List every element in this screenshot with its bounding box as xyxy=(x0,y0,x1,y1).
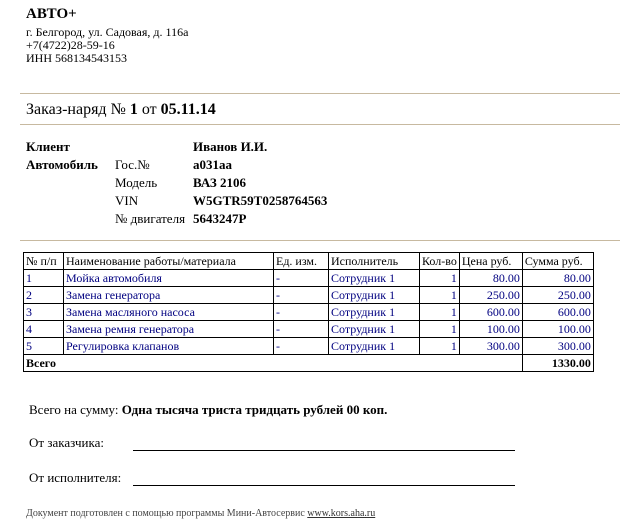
engine-value: 5643247P xyxy=(193,211,247,226)
footer-text: Документ подготовлен с помощью программы Мини-Автосервис xyxy=(26,508,308,519)
col-header-unit: Ед. изм. xyxy=(274,253,329,270)
row-name: Замена генератора xyxy=(64,287,274,304)
col-header-name: Наименование работы/материала xyxy=(64,253,274,270)
row-qty: 1 xyxy=(420,338,460,355)
row-unit: - xyxy=(274,287,329,304)
row-unit: - xyxy=(274,338,329,355)
footer-link[interactable]: www.kors.aha.ru xyxy=(307,508,376,519)
divider xyxy=(20,93,620,94)
table-row xyxy=(24,338,594,355)
col-header-executor: Исполнитель xyxy=(329,253,420,270)
row-number: 4 xyxy=(24,321,64,338)
table-row xyxy=(24,270,594,287)
col-header-sum: Сумма руб. xyxy=(522,253,593,270)
table-row xyxy=(24,304,594,321)
order-title xyxy=(26,101,216,119)
company-name: АВТО+ xyxy=(26,6,77,22)
row-price: 80.00 xyxy=(459,270,522,287)
table-header-row xyxy=(24,253,594,270)
row-executor: Сотрудник 1 xyxy=(329,270,420,287)
row-name: Замена масляного насоса xyxy=(64,304,274,321)
order-number: 1 xyxy=(129,101,138,118)
row-executor: Сотрудник 1 xyxy=(329,287,420,304)
order-title-prefix: Заказ-наряд № xyxy=(26,101,130,118)
sum-prefix: Всего на сумму: xyxy=(29,402,122,417)
model-label: Модель xyxy=(115,175,158,190)
row-number: 5 xyxy=(24,338,64,355)
row-number: 1 xyxy=(24,270,64,287)
row-sum: 80.00 xyxy=(522,270,593,287)
row-price: 250.00 xyxy=(459,287,522,304)
sum-value: Одна тысяча триста тридцать рублей 00 коп. xyxy=(121,402,388,417)
row-executor: Сотрудник 1 xyxy=(329,338,420,355)
divider xyxy=(20,240,620,241)
total-value: 1330.00 xyxy=(522,355,593,372)
row-number: 3 xyxy=(24,304,64,321)
order-date: 05.11.14 xyxy=(160,101,216,118)
row-qty: 1 xyxy=(420,270,460,287)
total-label: Всего xyxy=(24,355,523,372)
company-phone: +7(4722)28-59-16 xyxy=(26,38,115,52)
row-name: Регулировка клапанов xyxy=(64,338,274,355)
row-sum: 100.00 xyxy=(522,321,593,338)
sum-in-words xyxy=(29,402,387,418)
col-header-number: № п/п xyxy=(24,253,64,270)
row-executor: Сотрудник 1 xyxy=(329,304,420,321)
row-unit: - xyxy=(274,304,329,321)
customer-signature-label: От заказчика: xyxy=(29,435,104,450)
row-number: 2 xyxy=(24,287,64,304)
table-row xyxy=(24,321,594,338)
row-sum: 300.00 xyxy=(522,338,593,355)
vin-label: VIN xyxy=(115,193,139,208)
col-header-price: Цена руб. xyxy=(459,253,522,270)
row-qty: 1 xyxy=(420,287,460,304)
client-value: Иванов И.И. xyxy=(193,139,268,154)
row-name: Замена ремня генератора xyxy=(64,321,274,338)
divider xyxy=(20,124,620,125)
client-label: Клиент xyxy=(26,139,70,154)
company-inn: ИНН 568134543153 xyxy=(26,51,127,65)
row-price: 600.00 xyxy=(459,304,522,321)
row-qty: 1 xyxy=(420,304,460,321)
company-address: г. Белгород, ул. Садовая, д. 116а xyxy=(26,25,189,39)
row-sum: 250.00 xyxy=(522,287,593,304)
executor-signature-line xyxy=(133,485,515,486)
row-unit: - xyxy=(274,321,329,338)
row-price: 300.00 xyxy=(459,338,522,355)
row-sum: 600.00 xyxy=(522,304,593,321)
footer-note xyxy=(26,508,375,519)
row-qty: 1 xyxy=(420,321,460,338)
engine-label: № двигателя xyxy=(115,211,186,226)
customer-signature-line xyxy=(133,450,515,451)
table-total-row xyxy=(24,355,594,372)
row-unit: - xyxy=(274,270,329,287)
row-executor: Сотрудник 1 xyxy=(329,321,420,338)
plate-label: Гос.№ xyxy=(115,157,150,172)
row-price: 100.00 xyxy=(459,321,522,338)
model-value: ВАЗ 2106 xyxy=(193,175,247,190)
plate-value: а031аа xyxy=(193,157,232,172)
car-label: Автомобиль xyxy=(26,157,98,172)
works-table xyxy=(23,252,594,372)
vin-value: W5GTR59T0258764563 xyxy=(193,193,328,208)
row-name: Мойка автомобиля xyxy=(64,270,274,287)
table-row xyxy=(24,287,594,304)
executor-signature-label: От исполнителя: xyxy=(29,470,122,485)
col-header-qty: Кол-во xyxy=(420,253,460,270)
order-date-prefix: от xyxy=(137,101,161,118)
